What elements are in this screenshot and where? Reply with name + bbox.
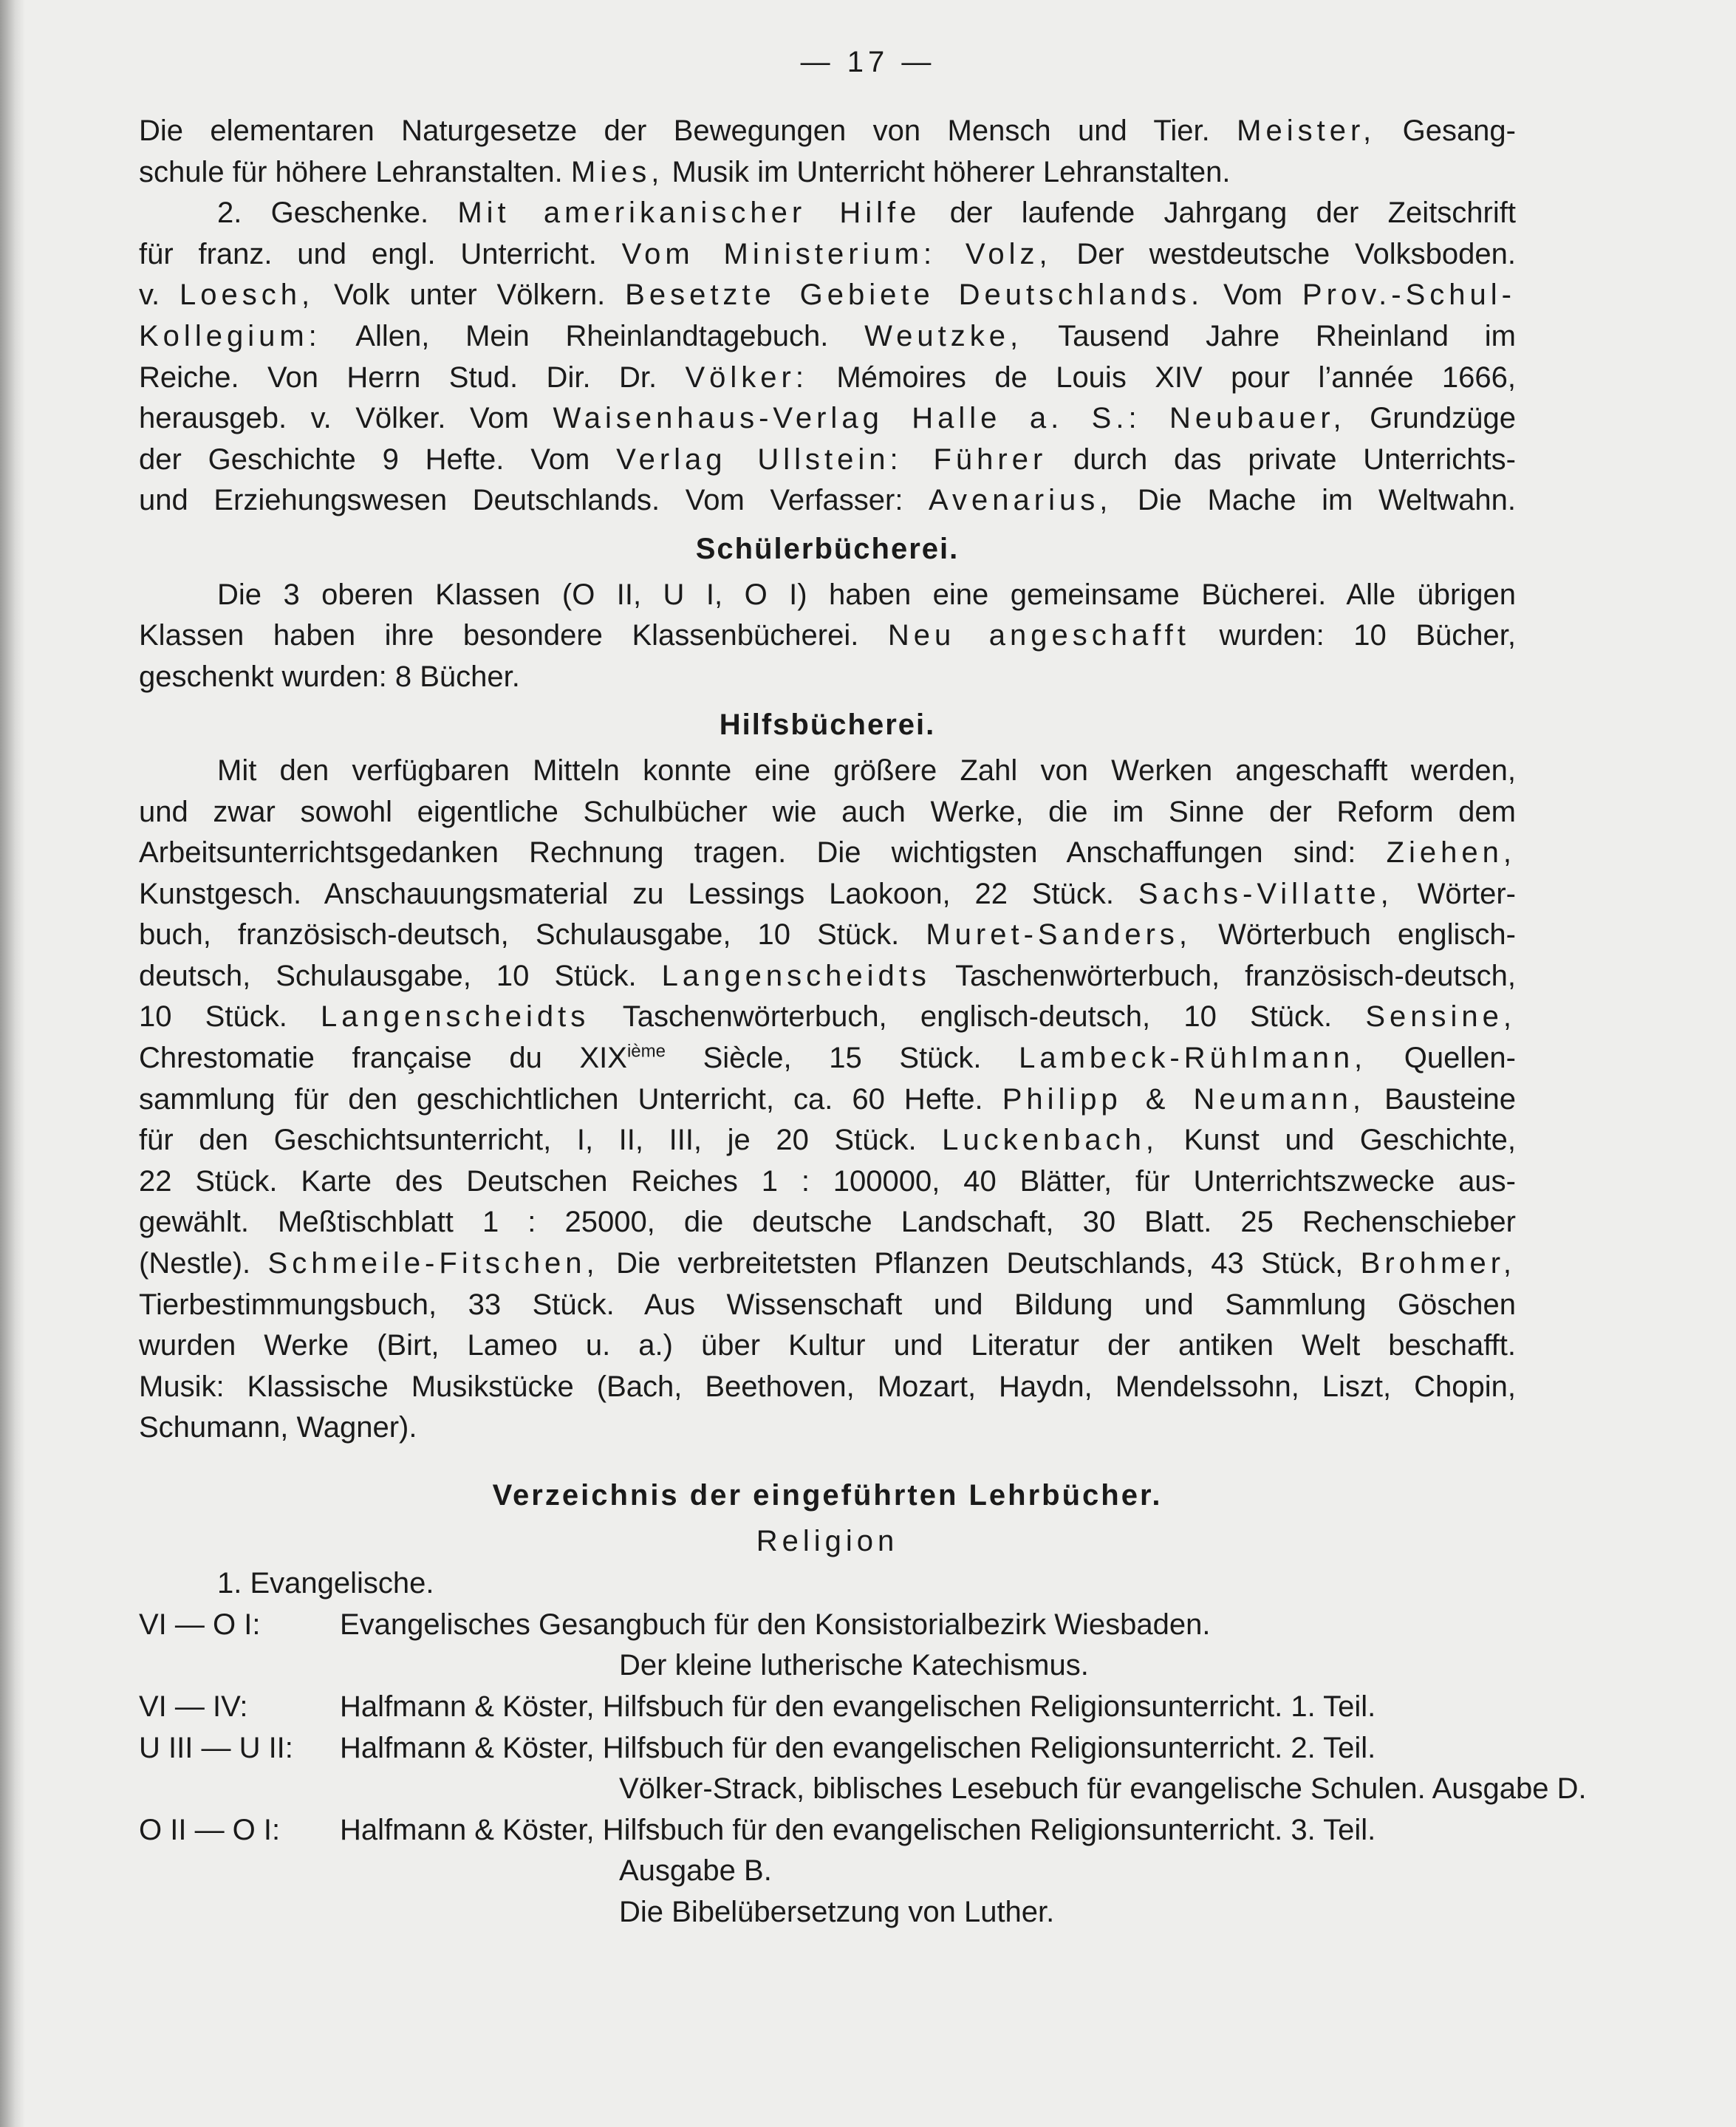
text-line: Chrestomatie française du XIXième Siècle, 15 Stück. Lambeck-Rühlmann, Quellen- [139,1041,1516,1075]
text-line: geschenkt wurden: 8 Bücher. [139,660,520,693]
heading-hilfsbuecherei: Hilfsbücherei. [719,709,936,742]
page-body [139,111,1587,1933]
text-line: Tierbestimmungsbuch, 33 Stück. Aus Wissenschaft und Bildung und Sammlung Göschen [139,1288,1516,1321]
list-item [139,1851,1516,1892]
page-number: — 17 — [800,46,936,78]
book-title: Halfmann & Köster, Hilfsbuch für den evangelischen Religionsunterricht. 3. Teil. [340,1813,1376,1846]
lehrbuecher-list [139,1563,1587,1933]
subheading-religion: Religion [756,1524,899,1557]
class-range-label: VI — O I: [139,1608,261,1641]
heading-lehrbuecher: Verzeichnis der eingeführten Lehrbücher. [492,1479,1163,1512]
text-line: Schumann, Wagner). [139,1411,417,1444]
text-line: deutsch, Schulausgabe, 10 Stück. Langenscheidts Taschenwörterbuch, französisch-deutsch, [139,959,1516,992]
text-line: für den Geschichtsunterricht, I, II, III, je 20 Stück. Luckenbach, Kunst und Geschichte, [139,1124,1517,1157]
text-line: buch, französisch-deutsch, Schulausgabe, 10 Stück. Muret-Sanders, Wörterbuch englisch- [139,918,1516,952]
book-title: Die Bibelübersetzung von Luther. [619,1895,1055,1928]
text-line: gewählt. Meßtischblatt 1 : 25000, die deutsche Landschaft, 30 Blatt. 25 Rechenschieber [139,1206,1516,1239]
book-title: Evangelisches Gesangbuch für den Konsistorialbezirk Wiesbaden. [340,1608,1211,1641]
class-range-label: VI — IV: [139,1690,248,1723]
text-line: 10 Stück. Langenscheidts Taschenwörterbuch, englisch-deutsch, 10 Stück. Sensine, [139,1000,1516,1034]
text-line: v. Loesch, Volk unter Völkern. Besetzte Gebiete Deutschlands. Vom Prov.-Schul- [139,279,1516,312]
text-line: Reiche. Von Herrn Stud. Dir. Dr. Völker: Mémoires de Louis XIV pour l’année 1666, [139,361,1516,394]
text-line: Arbeitsunterrichtsgedanken Rechnung tragen. Die wichtigsten Anschaffungen sind: Ziehen, [139,836,1516,870]
book-title: Halfmann & Köster, Hilfsbuch für den evangelischen Religionsunterricht. 2. Teil. [340,1731,1376,1764]
class-range-label [139,1851,340,1892]
list-item [139,1605,1516,1646]
text-line: sammlung für den geschichtlichen Unterricht, ca. 60 Hefte. Philipp & Neumann, Bausteine [139,1082,1516,1116]
list-item [139,1728,1516,1769]
book-title: Ausgabe B. [619,1854,772,1888]
class-range-label [139,1892,340,1933]
schuelerbuecherei-paragraph [139,575,1516,698]
class-range-label [139,1769,340,1810]
list-item [139,1810,1516,1851]
text-line: wurden Werke (Birt, Lameo u. a.) über Kultur und Literatur der antiken Welt beschafft. [139,1329,1516,1362]
text-line: (Nestle). Schmeile-Fitschen, Die verbreitetsten Pflanzen Deutschlands, 43 Stück, Brohmer, [139,1247,1516,1280]
text-line: herausgeb. v. Völker. Vom Waisenhaus-Verlag Halle a. S.: Neubauer, Grundzüge [139,402,1516,435]
class-range-label: U III — U II: [139,1731,293,1764]
heading-schuelerbuecherei: Schülerbücherei. [695,532,960,565]
text-line: und Erziehungswesen Deutschlands. Vom Verfasser: Avenarius, Die Mache im Weltwahn. [139,484,1516,517]
list-item [139,1645,1516,1687]
book-title: Der kleine lutherische Katechismus. [619,1649,1089,1682]
book-title: Völker-Strack, biblisches Lesebuch für evangelische Schulen. Ausgabe D. [619,1772,1587,1806]
list-item [139,1892,1516,1933]
text-line: schule für höhere Lehranstalten. Mies, Musik im Unterricht höherer Lehranstalten. [139,155,1231,188]
text-line: 2. Geschenke. Mit amerikanischer Hilfe der laufende Jahrgang der Zeitschrift [217,197,1516,230]
text-line: Kunstgesch. Anschauungsmaterial zu Lessings Laokoon, 22 Stück. Sachs-Villatte, Wörter- [139,877,1516,910]
list-item [139,1769,1587,1810]
text-line: Die 3 oberen Klassen (O II, U I, O I) haben eine gemeinsame Bücherei. Alle übrigen [217,578,1516,611]
section-label: 1. Evangelische. [217,1567,434,1600]
text-line: Die elementaren Naturgesetze der Bewegungen von Mensch und Tier. Meister, Gesang- [139,115,1516,147]
text-line: Klassen haben ihre besondere Klassenbücherei. Neu angeschafft wurden: 10 Bücher, [139,619,1516,652]
list-item [139,1687,1516,1728]
class-range-label: O II — O I: [139,1813,281,1846]
text-line: Kollegium: Allen, Mein Rheinlandtagebuch. Weutzke, Tausend Jahre Rheinland im [139,319,1516,352]
text-line: für franz. und engl. Unterricht. Vom Ministerium: Volz, Der westdeutsche Volksboden. [139,237,1516,270]
text-line: Mit den verfügbaren Mitteln konnte eine größere Zahl von Werken angeschafft werden, [217,754,1516,787]
text-line: Musik: Klassische Musikstücke (Bach, Beethoven, Mozart, Haydn, Mendelssohn, Liszt, Chopin, [139,1370,1516,1403]
hilfsbuecherei-paragraph [139,751,1516,1449]
text-line: 22 Stück. Karte des Deutschen Reiches 1 : 100000, 40 Blätter, für Unterrichtszwecke aus- [139,1164,1516,1198]
text-line: der Geschichte 9 Hefte. Vom Verlag Ullstein: Führer durch das private Unterrichts- [139,443,1516,476]
class-range-label [139,1645,340,1687]
geschenke-paragraph [139,193,1516,522]
book-title: Halfmann & Köster, Hilfsbuch für den evangelischen Religionsunterricht. 1. Teil. [340,1690,1376,1723]
page-binding-edge [0,0,25,2127]
text-line: und zwar sowohl eigentliche Schulbücher wie auch Werke, die im Sinne der Reform dem [139,795,1516,828]
intro-paragraph [139,111,1516,193]
